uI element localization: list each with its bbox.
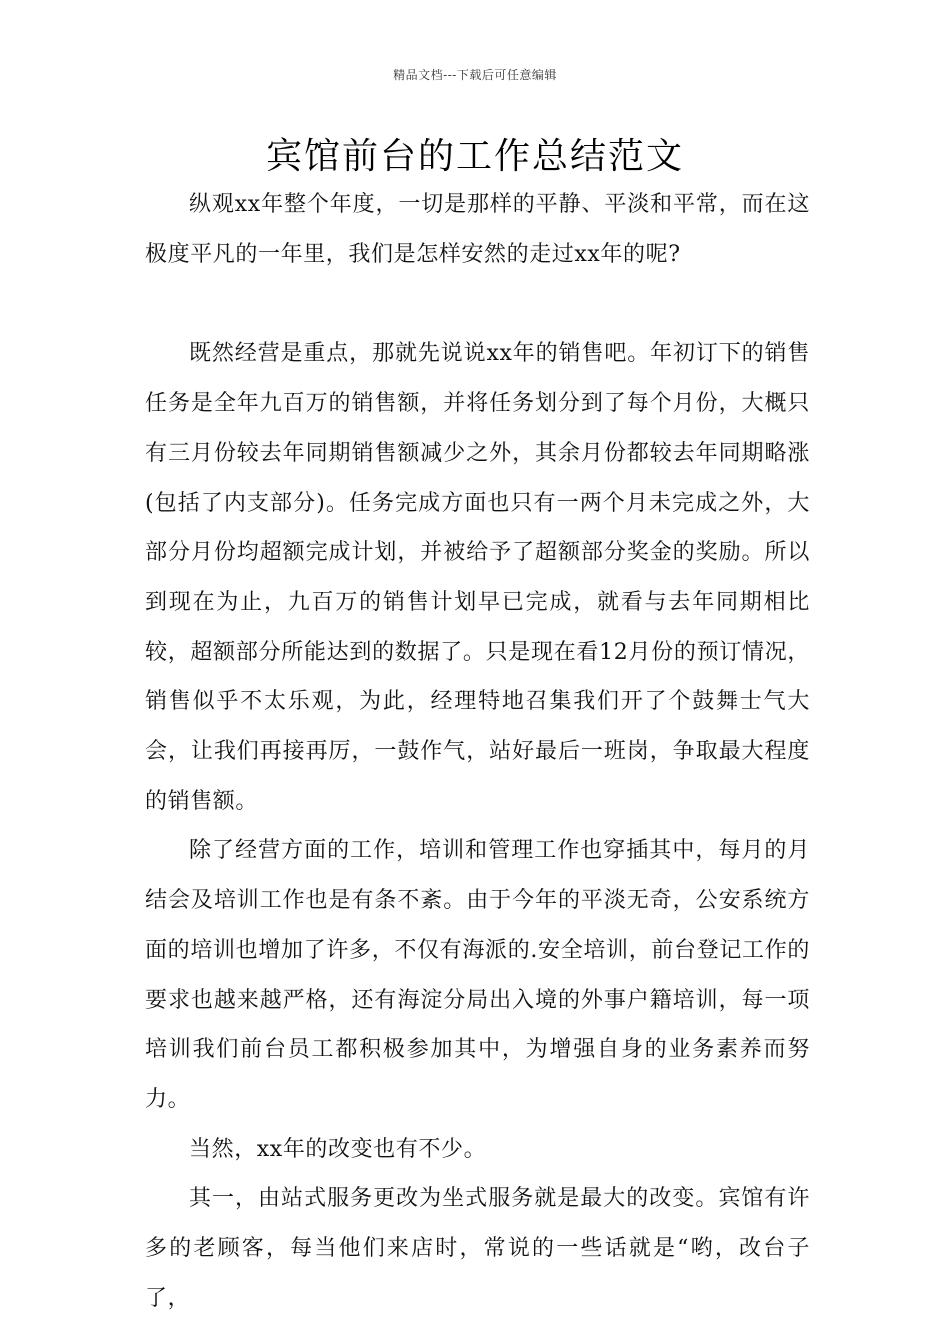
paragraph-training: 除了经营方面的工作，培训和管理工作也穿插其中，每月的月结会及培训工作也是有条不紊。由于今年的平淡无奇，公安系统方面的培训也增加了许多，不仅有海派的.安全培训，前台登记工作的要求也越来越严格，还有海淀分局出入境的外事户籍培训，每一项培训我们前台员工都积极参加其中，为增强自身的业务素养而努力。 bbox=[145, 838, 810, 1112]
document-title: 宾馆前台的工作总结范文 bbox=[265, 136, 684, 177]
paragraph-sales: 既然经营是重点，那就先说说xx年的销售吧。年初订下的销售任务是全年九百万的销售额，并将任务划分到了每个月份，大概只有三月份较去年同期销售额减少之外，其余月份都较去年同期略涨(包括了内支部分)。任务完成方面也只有一两个月未完成之外，大部分月份均超额完成计划，并被给予了超额部分奖金的奖励。所以到现在为止，九百万的销售计划早已完成，就看与去年同期相比较，超额部分所能达到的数据了。只是现在看12月份的预订情况，销售似乎不太乐观，为此，经理特地召集我们开了个鼓舞士气大会，让我们再接再厉，一鼓作气，站好最后一班岗，争取最大程度的销售额。 bbox=[145, 341, 810, 814]
paragraph-changes: 当然，xx年的改变也有不少。 bbox=[189, 1136, 487, 1162]
paragraph-change-one: 其一，由站式服务更改为坐式服务就是最大的改变。宾馆有许多的老顾客，每当他们来店时，常说的一些话就是“哟，改台子了， bbox=[145, 1186, 810, 1311]
header-note: 精品文档---下载后可任意编辑 bbox=[393, 68, 557, 82]
paragraph-intro: 纵观xx年整个年度，一切是那样的平静、平淡和平常，而在这极度平凡的一年里，我们是怎样安然的走过xx年的呢? bbox=[145, 192, 810, 267]
document-body bbox=[145, 180, 810, 1323]
